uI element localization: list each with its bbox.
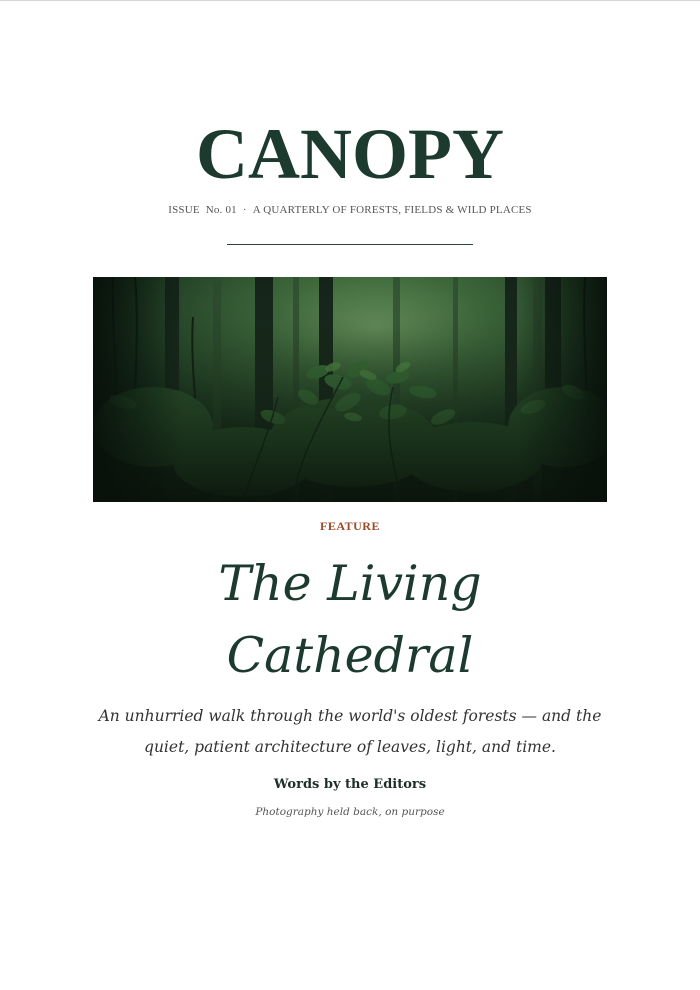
feature-dek: An unhurried walk through the world's oldest forests — and the quiet, patient architecture of leaves, light, and time. [98, 707, 602, 756]
masthead-title: CANOPY [196, 114, 504, 194]
separator-dot: · [242, 204, 247, 216]
feature-headline: The Living Cathedral [218, 555, 482, 684]
issue-line [0, 203, 700, 217]
section-kicker: FEATURE [320, 519, 380, 533]
issue-number: ISSUE No. 01 [168, 204, 237, 216]
masthead-tagline: A QUARTERLY OF FORESTS, FIELDS & WILD PLACES [252, 204, 532, 216]
hero-forest-image [93, 277, 607, 502]
byline: Words by the Editors [273, 777, 427, 792]
photo-credit: Photography held back, on purpose [255, 806, 445, 818]
top-border-line [0, 0, 700, 1]
forest-illustration [93, 277, 607, 502]
masthead-divider [227, 244, 473, 245]
